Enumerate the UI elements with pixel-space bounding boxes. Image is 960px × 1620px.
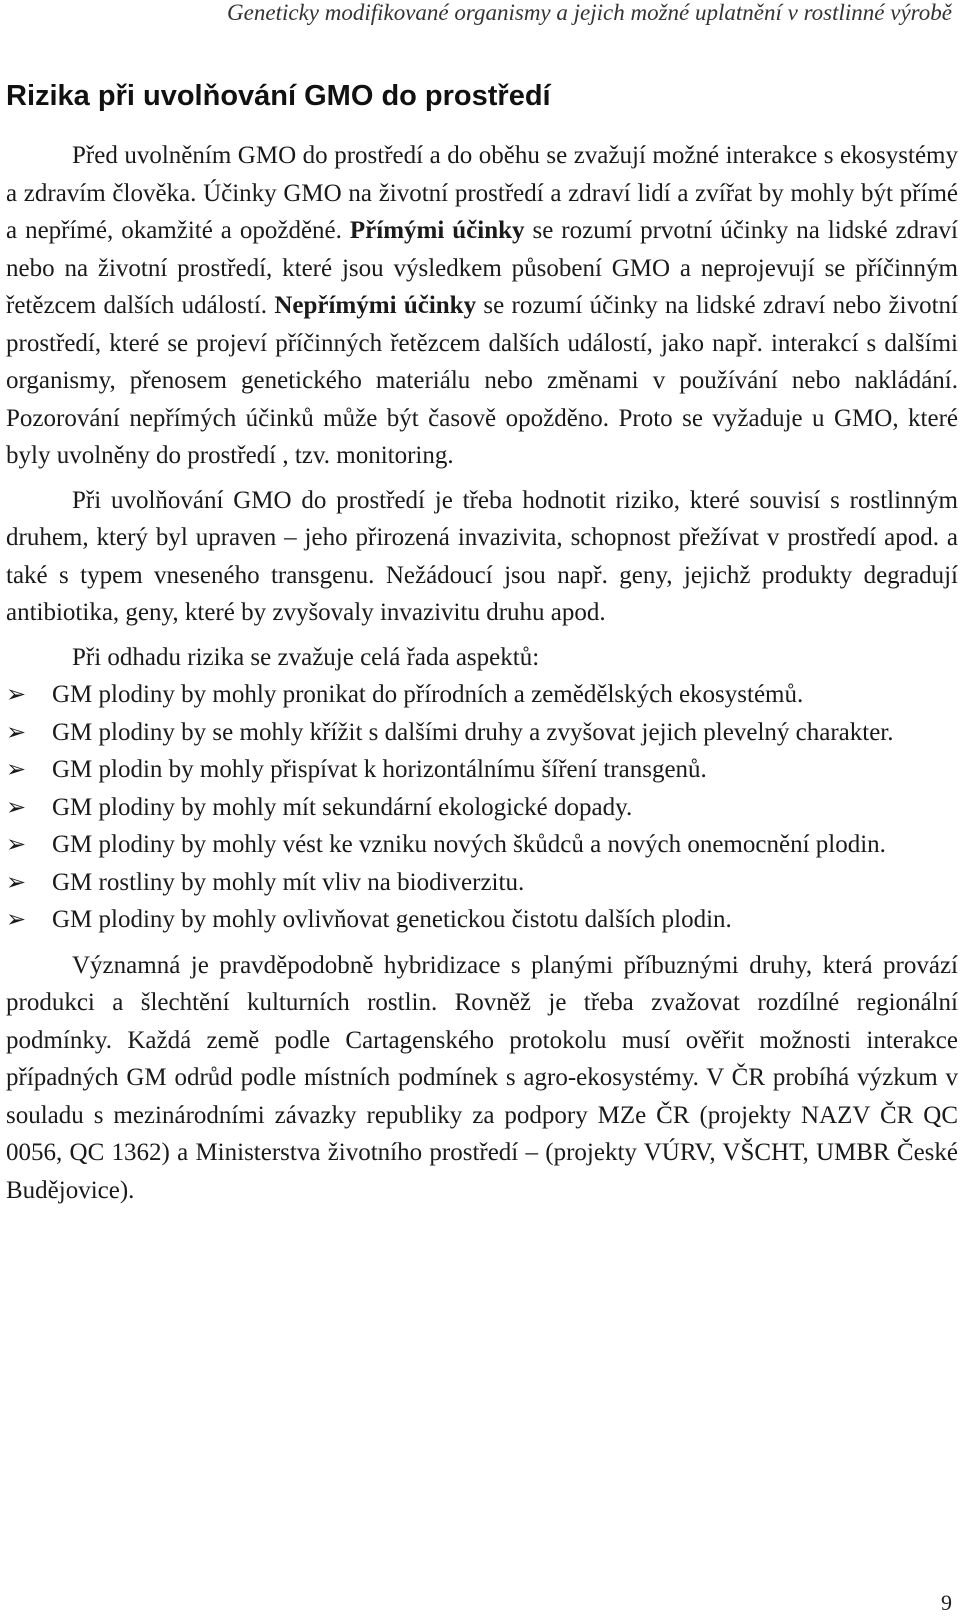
paragraph-aspects-intro: Při odhadu rizika se zvažuje celá řada aspektů:: [72, 643, 540, 671]
body-text: [6, 137, 958, 1209]
list-item: [6, 789, 958, 827]
list-item-text: GM plodiny by mohly mít sekundární ekologické dopady.: [52, 793, 633, 821]
list-item: [6, 826, 958, 864]
list-item: [6, 751, 958, 789]
list-item-text: GM rostliny by mohly mít vliv na biodiverzitu.: [52, 868, 525, 896]
paragraph-effects: [6, 137, 958, 475]
list-item: [6, 714, 958, 752]
running-header: Geneticky modifikované organismy a jejich možné uplatnění v rostlinné výrobě: [227, 0, 952, 25]
list-item: [6, 676, 958, 714]
list-item-text: GM plodiny by mohly ovlivňovat genetickou čistotu dalších plodin.: [52, 906, 732, 933]
term-direct-effects: Přímými účinky: [349, 217, 525, 244]
arrowhead-bullet-icon: ➢: [6, 717, 27, 746]
arrowhead-bullet-icon: ➢: [6, 680, 27, 708]
list-item-text: GM plodiny by mohly vést ke vzniku nových škůdců a nových onemocnění plodin.: [52, 831, 886, 858]
section-title: Rizika při uvolňování GMO do prostředí: [6, 80, 551, 112]
list-item: [6, 901, 958, 939]
arrowhead-bullet-icon: ➢: [6, 867, 27, 896]
paragraph-risk-assessment: Při uvolňování GMO do prostředí je třeba hodnotit riziko, které souvisí s rostlinným druhem, který byl upraven – jeho přirozená invazivita, schopnost přežívat v prostředí apod. a také s typem vneseného transgenu. Nežádoucí jsou např. geny, jejichž produkty degradují antibiotika, geny, které by zvyšovaly invazivitu druhu apod.: [6, 486, 958, 626]
list-item-text: GM plodiny by mohly pronikat do přírodních a zemědělských ekosystémů.: [52, 681, 804, 708]
risk-aspects-list: [6, 676, 958, 939]
page-number: 9: [941, 1590, 952, 1615]
list-item: [6, 864, 958, 902]
paragraph-text: se rozumí prvotní účinky na lidské zdraví nebo na životní prostředí, které jsou výsledkem působení GMO a neprojevují se příčinným řetězcem dalších událostí.: [6, 217, 958, 319]
term-indirect-effects: Nepřímými účinky: [274, 292, 477, 319]
arrowhead-bullet-icon: ➢: [6, 905, 27, 933]
paragraph-text: se rozumí účinky na lidské zdraví nebo životní prostředí, které se projeví příčinných řetězcem dalších událostí, jako např. interakcí s dalšími organismy, přenosem genetického materiálu nebo změnami v používání nebo nakládání. Pozorování nepřímých účinků může být časově opožděno. Proto se vyžaduje u GMO, které byly uvolněny do prostředí , tzv. monitoring.: [6, 292, 958, 469]
paragraph-hybridization: Významná je pravděpodobně hybridizace s planými příbuznými druhy, která provází produkci a šlechtění kulturních rostlin. Rovněž je třeba zvažovat rozdílné regionální podmínky. Každá země podle Cartagenského protokolu musí ověřit možnosti interakce případných GM odrůd podle místních podmínek s agro-ekosystémy. V ČR probíhá výzkum v souladu s mezinárodními závazky republiky za podpory MZe ČR (projekty NAZV ČR QC 0056, QC 1362) a Ministerstva životního prostředí – (projekty VÚRV, VŠCHT, UMBR České Budějovice).: [6, 951, 958, 1204]
arrowhead-bullet-icon: ➢: [6, 830, 27, 858]
paragraph-text: Před uvolněním GMO do prostředí a do oběhu se zvažují možné interakce s ekosystémy a zdravím člověka. Účinky GMO na životní prostředí a zdraví lidí a zvířat by mohly být přímé a nepřímé, okamžité a opožděné.: [6, 142, 958, 244]
list-item-text: GM plodin by mohly přispívat k horizontálnímu šíření transgenů.: [52, 756, 707, 783]
arrowhead-bullet-icon: ➢: [6, 755, 27, 783]
arrowhead-bullet-icon: ➢: [6, 792, 27, 821]
list-item-text: GM plodiny by se mohly křížit s dalšími druhy a zvyšovat jejich plevelný charakter.: [52, 718, 894, 746]
